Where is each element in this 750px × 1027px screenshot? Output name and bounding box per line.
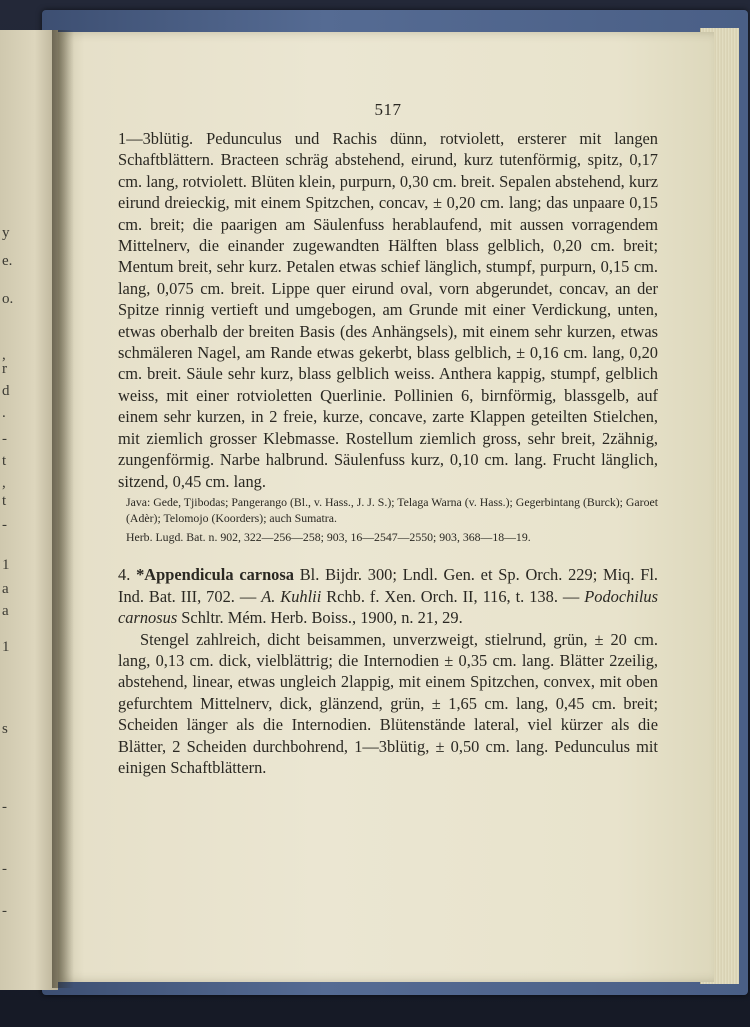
page-number: 517 — [374, 100, 402, 119]
synonym: Podochilus carnosus — [118, 586, 658, 628]
left-fragment: s — [2, 721, 8, 737]
left-fragment: y — [2, 225, 10, 241]
left-fragment: t — [2, 453, 7, 469]
left-fragment: e. — [2, 253, 13, 269]
left-fragment: - — [2, 861, 7, 877]
left-fragment: . — [2, 405, 6, 421]
left-fragment: o. — [2, 291, 14, 307]
section-gap — [118, 545, 658, 564]
species-description: Stengel zahlreich, dicht beisammen, unverzweigt, stielrund, grün, ± 20 cm. lang, 0,13 cm. dick, vielblättrig; die Internodien ± 0,35 cm. lang. Blätter 2zeilig, abstehend, linear, etwas ungleich 2lappig, mit einem Spitzchen, convex, mit oben gefurchtem Mittelnerv, dick, glänzend, grün, ± 1,65 cm. lang, 0,45 cm. breit; Scheiden länger als die Internodien. Blütenstände lateral, viel kürzer als die Blätter, 2 Scheiden durchbohrend, 1—3blütig, ± 0,50 cm. lang. Pedunculus mit einigen Schaftblättern. — [118, 629, 658, 778]
left-fragment: - — [2, 799, 7, 815]
left-fragment: - — [2, 431, 7, 447]
species-number: 4. — [118, 565, 137, 585]
herbarium-numbers: Herb. Lugd. Bat. n. 902, 322—256—258; 903, 16—2547—2550; 903, 368—18—19. — [126, 529, 531, 544]
left-fragment: a — [2, 603, 9, 619]
left-page — [0, 30, 58, 990]
citation: Schltr. Mém. Herb. Boiss., 1900, n. 21, 29. — [177, 608, 463, 628]
left-fragment: a — [2, 581, 9, 597]
left-fragment: - — [2, 517, 7, 533]
left-fragment: r — [2, 361, 7, 377]
page-text — [118, 100, 658, 778]
species-heading — [118, 564, 658, 628]
left-fragment: 1 — [2, 639, 10, 655]
species-name: *Appendicula carnosa — [136, 565, 294, 585]
left-fragment: , — [2, 347, 6, 363]
description-paragraph: 1—3blütig. Pedunculus und Rachis dünn, rotviolett, ersterer mit langen Schaftblättern. Bracteen schräg abstehend, eirund, kurz tutenförmig, spitz, 0,17 cm. lang, rotviolett. Blüten klein, purpurn, 0,30 cm. breit. Sepalen abstehend, kurz eirund dreieckig, mit einem Spitzchen, concav, ± 0,20 cm. lang; das unpaare 0,15 cm. breit; die paarigen am Säulenfuss herablaufend, mit aussen vorragendem Mittelnerv, die einander zugewandten Hälften blass gelblich, 0,20 cm. breit; Mentum breit, sehr kurz. Petalen etwas schief länglich, stumpf, purpurn, 0,15 cm. lang, 0,075 cm. breit. Lippe quer eirund oval, vorn abgerundet, concav, an der Spitze rinnig vertieft und umgebogen, am Grunde mit einer Verdickung, unten, etwas oberhalb der breiten Basis (des Anhängsels), mit einem sehr kurzen, etwas schmäleren Nagel, am Rande etwas gekerbt, blass gelblich, ± 0,16 cm. lang, 0,20 cm. breit. Säule sehr kurz, blass gelblich weiss. Anthera kappig, stumpf, gelblich weiss, mit einer rotvioletten Querlinie. Pollinien 6, birnförmig, blassgelb, auf einem sehr kurzen, in 2 freie, kurze, concave, zarte Klappen geteilten Stielchen, mit ziemlich grosser Klebmasse. Rostellum ziemlich gross, sehr breit, 2zähnig, zungenförmig. Narbe halbrund. Säulenfuss kurz, 0,10 cm. lang. Frucht länglich, sitzend, 0,45 cm. lang. — [118, 129, 658, 491]
citation: Rchb. f. Xen. Orch. II, 116, t. 138. — — [321, 586, 585, 606]
synonym: A. Kuhlii — [261, 586, 322, 606]
localities: Java: Gede, Tjibodas; Pangerango (Bl., v. Hass., J. J. S.); Telaga Warna (v. Hass.); Gegerbintang (Burck); Garoet (Adèr); Telomojo (Koorders); auch Sumatra. — [126, 494, 658, 526]
left-fragment: t — [2, 493, 7, 509]
citation: Bl. Bijdr. 300; Lndl. Gen. et Sp. Orch. 229; Miq. Fl. Ind. Bat. III, 702. — — [118, 565, 658, 606]
left-fragment: d — [2, 383, 10, 399]
left-fragment: - — [2, 903, 7, 919]
left-fragment: 1 — [2, 557, 10, 573]
left-fragment: , — [2, 475, 6, 491]
gutter-shadow — [52, 30, 74, 988]
